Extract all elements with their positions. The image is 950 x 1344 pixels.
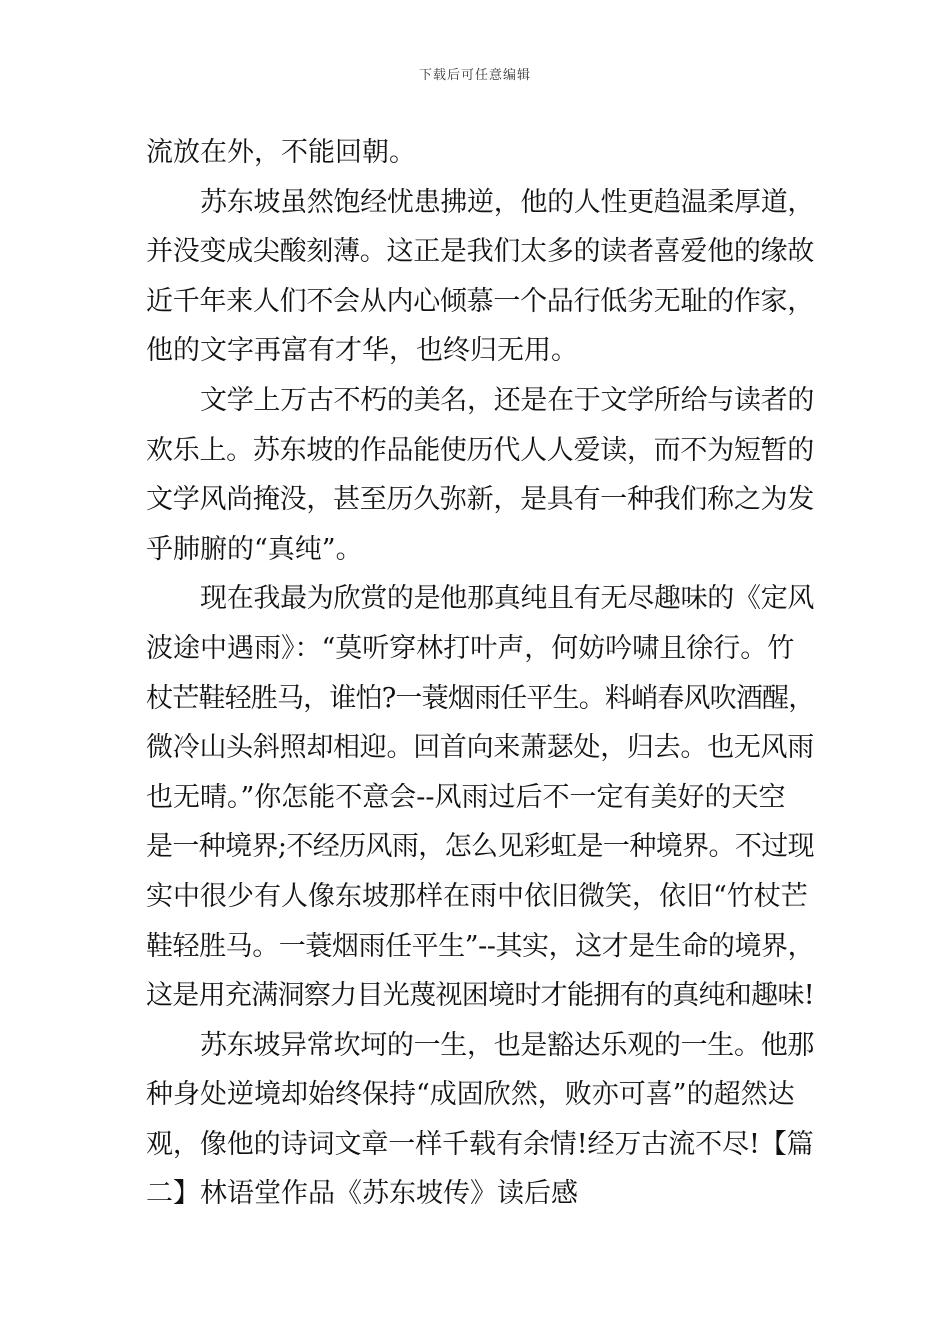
text-line: 种身处逆境却始终保持“成固欣然，败亦可喜”的超然达 [146,1079,795,1111]
text-line: 现在我最为欣赏的是他那真纯且有无尽趣味的《定风 [200,583,814,615]
text-line: 并没变成尖酸刻薄。这正是我们太多的读者喜爱他的缘故 [146,236,814,268]
text-line: 也无晴。”你怎能不意会--风雨过后不一定有美好的天空 [146,781,786,813]
text-line: 这是用充满洞察力目光蔑视困境时才能拥有的真纯和趣味! [146,980,814,1012]
text-line: 实中很少有人像东坡那样在雨中依旧微笑，依旧“竹杖芒 [146,880,808,912]
text-line: 苏东坡异常坎坷的一生，也是豁达乐观的一生。他那 [200,1029,814,1061]
text-line: 文学风尚掩没，甚至历久弥新，是具有一种我们称之为发 [146,484,814,516]
text-line: 二】林语堂作品《苏东坡传》读后感 [146,1178,578,1210]
text-line: 他的文字再富有才华，也终归无用。 [146,335,578,367]
text-line: 微冷山头斜照却相迎。回首向来萧瑟处，归去。也无风雨 [146,732,814,764]
text-line: 乎肺腑的“真纯”。 [146,533,363,565]
text-line: 杖芒鞋轻胜马，谁怕?一蓑烟雨任平生。料峭春风吹酒醒， [146,682,814,714]
text-line: 观，像他的诗词文章一样千载有余情!经万古流不尽!【篇 [146,1128,814,1160]
text-line: 近千年来人们不会从内心倾慕一个品行低劣无耻的作家， [146,285,814,317]
text-line: 是一种境界;不经历风雨，怎么见彩虹是一种境界。不过现 [146,831,814,863]
text-line: 波途中遇雨》：“莫听穿林打叶声，何妨吟啸且徐行。竹 [146,632,795,664]
text-line: 欢乐上。苏东坡的作品能使历代人人爱读，而不为短暂的 [146,434,814,466]
text-line: 流放在外，不能回朝。 [146,137,416,168]
text-line: 文学上万古不朽的美名，还是在于文学所给与读者的 [200,384,814,416]
page-header: 下载后可任意编辑 [418,68,531,83]
text-line: 苏东坡虽然饱经忧患拂逆，他的人性更趋温柔厚道， [200,186,814,218]
text-line: 鞋轻胜马。一蓑烟雨任平生”--其实，这才是生命的境界， [146,930,814,962]
body-text [146,128,814,1219]
